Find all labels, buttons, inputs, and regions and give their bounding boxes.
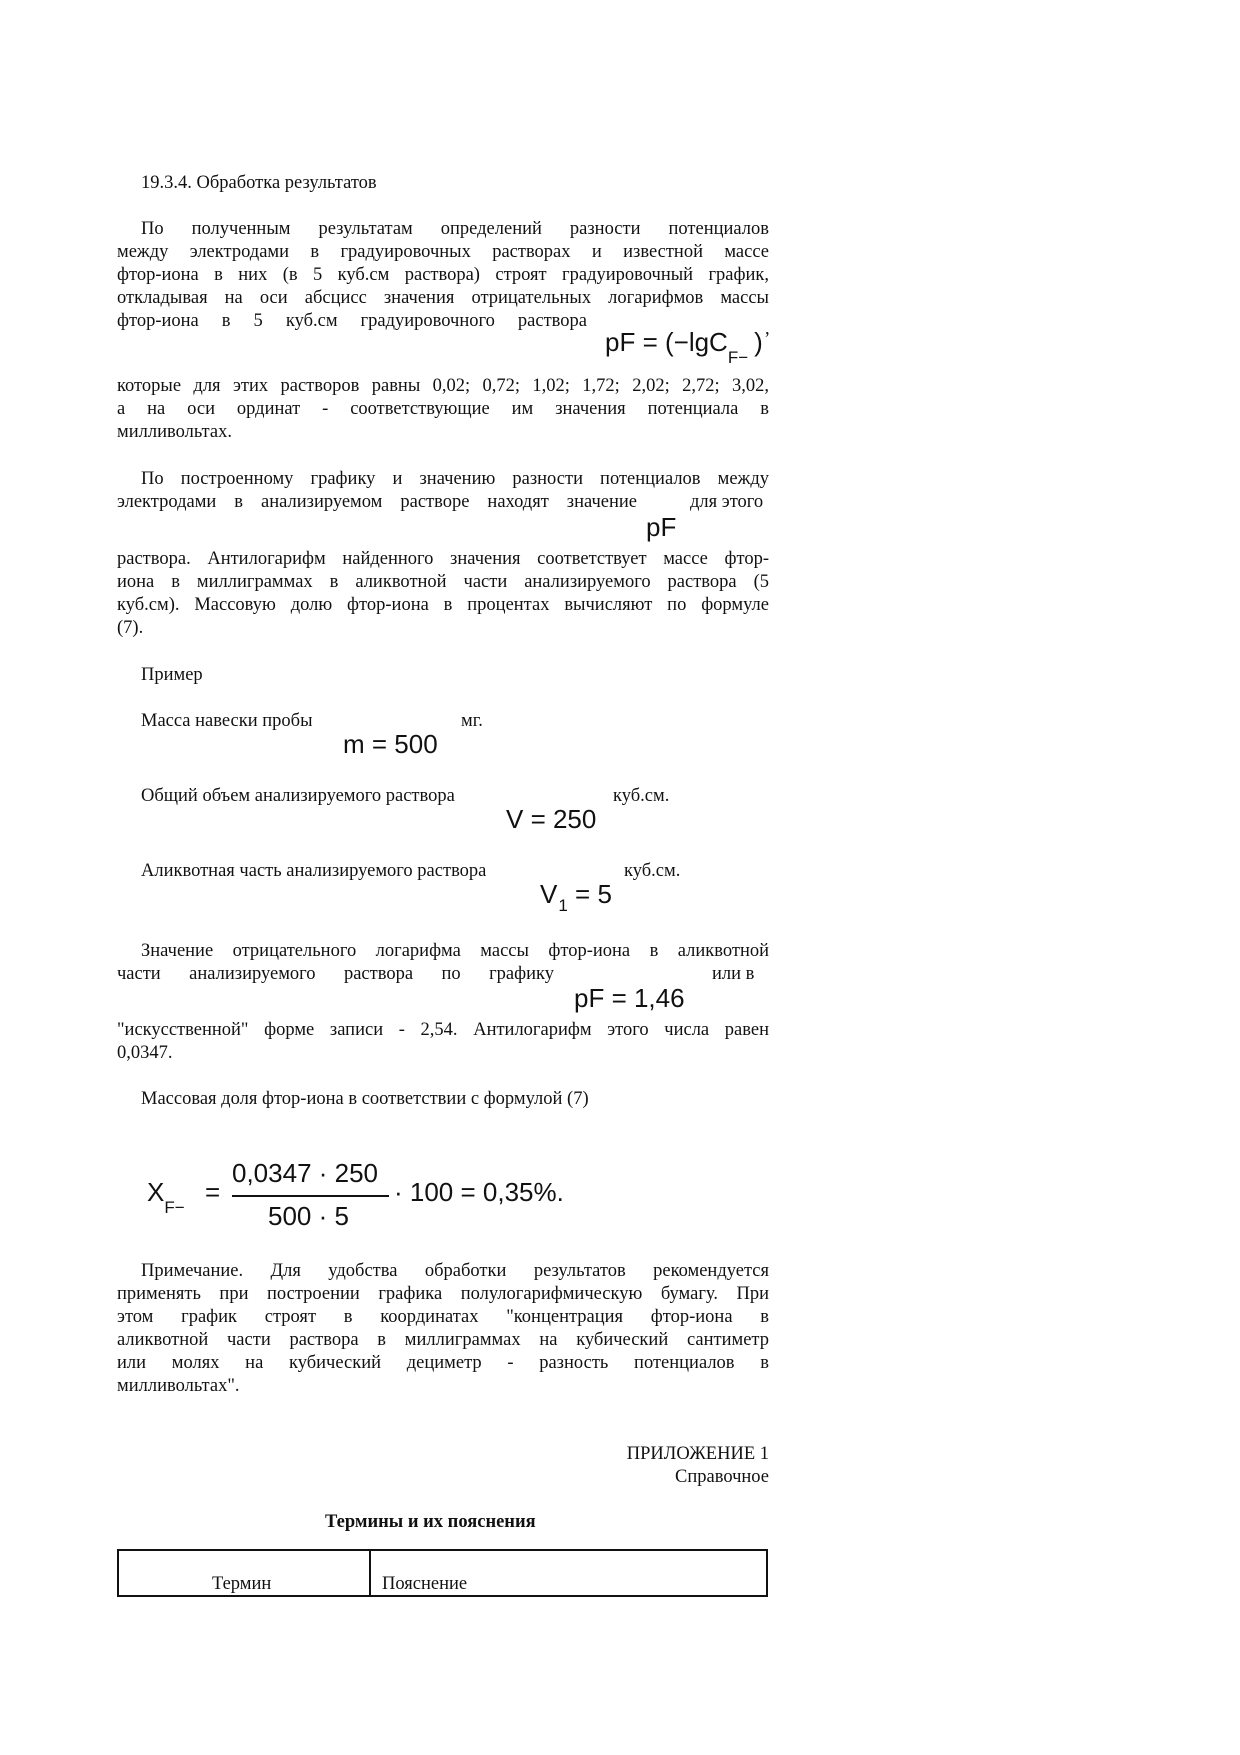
example-label: Пример — [141, 665, 203, 685]
aliquot-formula-rest: = 5 — [567, 879, 612, 909]
result-denominator: 500 · 5 — [268, 1201, 349, 1231]
paragraph-line: откладывая на оси абсцисс значения отрицательных логарифмов массы — [117, 288, 769, 308]
paragraph-line: Значение отрицательного логарифма массы фтор-иона в аликвотной — [141, 941, 769, 961]
volume-formula: V = 250 — [506, 804, 597, 834]
paragraph-find-pf — [117, 468, 769, 514]
note-line: Примечание. Для удобства обработки результатов рекомендуется — [141, 1261, 769, 1281]
result-lhs: X — [147, 1177, 165, 1207]
result-formula-lhs — [147, 1177, 185, 1217]
paragraph-line: По полученным результатам определений разности потенциалов — [141, 219, 769, 239]
formula-main: pF = (−lgC — [605, 327, 728, 357]
fraction-bar — [232, 1195, 389, 1197]
paragraph-line: "искусственной" форме записи - 2,54. Антилогарифм этого числа равен — [117, 1020, 769, 1040]
appendix-subtitle: Справочное — [675, 1467, 769, 1487]
paragraph-artificial-form — [117, 1019, 769, 1065]
paragraph-line: фтор-иона в них (в 5 куб.см раствора) строят градуировочный график, — [117, 265, 769, 285]
table-title: Термины и их пояснения — [325, 1512, 536, 1532]
mass-fraction-label: Массовая доля фтор-иона в соответствии с формулой (7) — [141, 1089, 589, 1109]
paragraph-line-tail: или в — [712, 964, 755, 984]
paragraph-line: милливольтах. — [117, 422, 232, 442]
paragraph-pf-value — [117, 940, 769, 986]
formula-comma: , — [765, 319, 770, 339]
result-lhs-subscript: F− — [164, 1198, 185, 1217]
paragraph-line: части анализируемого раствора по графику — [117, 964, 554, 984]
note-line: аликвотной части раствора в миллиграммах на кубический сантиметр — [117, 1330, 769, 1350]
formula-pf-log — [605, 327, 763, 367]
volume-unit: куб.см. — [613, 786, 670, 806]
paragraph-line: иона в миллиграммах в аликвотной части анализируемого раствора (5 — [117, 572, 769, 592]
paragraph-line: 0,0347. — [117, 1043, 173, 1063]
formula-subscript: F− — [727, 348, 749, 367]
result-equals: = — [205, 1177, 221, 1207]
paragraph-line: раствора. Антилогарифм найденного значения соответствует массе фтор- — [117, 549, 769, 569]
formula-close: ) — [754, 327, 763, 357]
volume-label: Общий объем анализируемого раствора — [141, 786, 455, 806]
note-line: милливольтах". — [117, 1376, 240, 1396]
paragraph-line: а на оси ординат - соответствующие им значения потенциала в — [117, 399, 769, 419]
note-paragraph — [117, 1260, 769, 1398]
mass-unit: мг. — [461, 711, 483, 731]
paragraph-antilog — [117, 548, 769, 640]
aliquot-formula — [540, 879, 612, 915]
terms-table — [117, 1549, 768, 1597]
pf-value-formula: pF = 1,46 — [574, 983, 685, 1013]
table-column-divider — [369, 1551, 371, 1595]
paragraph-line: По построенному графику и значению разности потенциалов между — [141, 469, 769, 489]
paragraph-line: электродами в анализируемом растворе находят значение — [117, 492, 637, 512]
result-numerator: 0,0347 · 250 — [232, 1158, 379, 1188]
paragraph-values — [117, 375, 769, 444]
aliquot-unit: куб.см. — [624, 861, 681, 881]
result-tail: · 100 = 0,35%. — [394, 1177, 564, 1207]
paragraph-line: которые для этих растворов равны 0,02; 0,72; 1,02; 1,72; 2,02; 2,72; 3,02, — [117, 376, 769, 396]
note-line: этом график строят в координатах "концентрация фтор-иона в — [117, 1307, 769, 1327]
table-header-term: Термин — [212, 1574, 272, 1594]
mass-label: Масса навески пробы — [141, 711, 313, 731]
paragraph-line: между электродами в градуировочных растворах и известной массе — [117, 242, 769, 262]
formula-pf: pF — [646, 512, 677, 542]
aliquot-label: Аликвотная часть анализируемого раствора — [141, 861, 487, 881]
mass-formula: m = 500 — [343, 729, 438, 759]
aliquot-formula-main: V — [540, 879, 558, 909]
paragraph-line-tail: для этого — [690, 492, 764, 512]
paragraph-line: куб.см). Массовую долю фтор-иона в процентах вычисляют по формуле — [117, 595, 769, 615]
note-line: или молях на кубический дециметр - разность потенциалов в — [117, 1353, 769, 1373]
paragraph-graph-construction — [117, 218, 769, 333]
appendix-title: ПРИЛОЖЕНИЕ 1 — [626, 1444, 769, 1464]
section-title: 19.3.4. Обработка результатов — [141, 173, 377, 193]
paragraph-line: (7). — [117, 618, 144, 638]
paragraph-line: фтор-иона в 5 куб.см градуировочного раствора — [117, 311, 587, 331]
note-line: применять при построении графика полулогарифмическую бумагу. При — [117, 1284, 769, 1304]
aliquot-formula-subscript: 1 — [558, 896, 568, 915]
table-header-explanation: Пояснение — [382, 1574, 468, 1594]
